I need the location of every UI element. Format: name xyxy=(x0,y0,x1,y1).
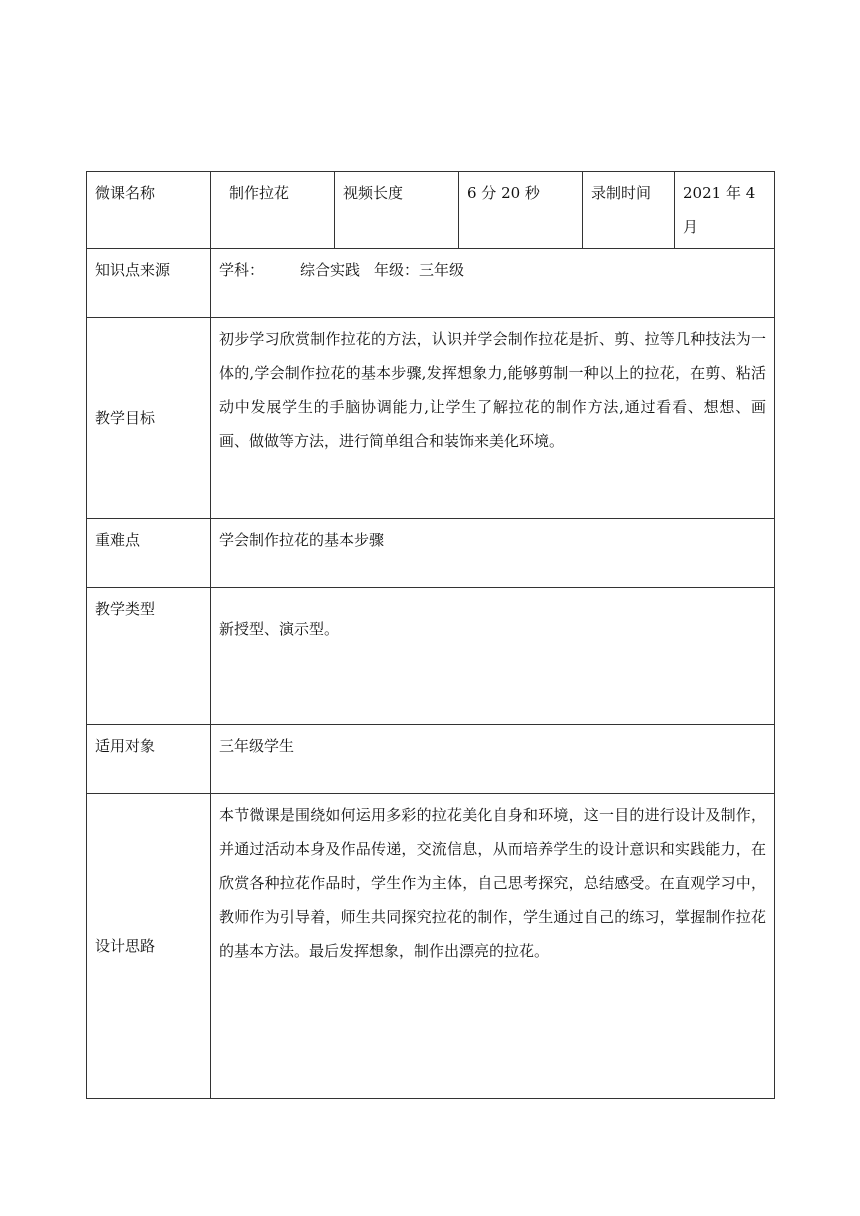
audience-row xyxy=(87,725,775,794)
teaching-type-row xyxy=(87,588,775,725)
teaching-type-cell xyxy=(211,588,775,725)
video-length-label: 视频长度 xyxy=(335,172,459,249)
source-label: 知识点来源 xyxy=(87,249,211,318)
audience-text: 三年级学生 xyxy=(211,725,775,794)
audience-label: 适用对象 xyxy=(87,725,211,794)
teaching-type-label: 教学类型 xyxy=(87,588,211,725)
grade-label: 年级： xyxy=(374,261,420,279)
goal-row xyxy=(87,318,775,519)
subject-label: 学科： xyxy=(219,261,265,279)
design-row xyxy=(87,794,775,1099)
design-text: 本节微课是围绕如何运用多彩的拉花美化自身和环境，这一目的进行设计及制作，并通过活动本身及作品传递，交流信息，从而培养学生的设计意识和实践能力，在欣赏各种拉花作品时，学生作为主体，自己思考探究，总结感受。在直观学习中，教师作为引导着，师生共同探究拉花的制作，学生通过自己的练习，掌握制作拉花的基本方法。最后发挥想象，制作出漂亮的拉花。 xyxy=(211,794,775,1099)
teaching-type-text: 新授型、演示型。 xyxy=(219,620,340,638)
subject-value: 综合实践 xyxy=(300,261,361,279)
micro-course-info-table xyxy=(86,171,775,1099)
video-length-value: 6 分 20 秒 xyxy=(459,172,583,249)
course-name-value: 制作拉花 xyxy=(211,172,335,249)
grade-value: 三年级 xyxy=(419,261,465,279)
record-time-label: 录制时间 xyxy=(583,172,675,249)
key-points-row xyxy=(87,519,775,588)
goal-label: 教学目标 xyxy=(87,318,211,519)
course-name-label: 微课名称 xyxy=(87,172,211,249)
design-label: 设计思路 xyxy=(87,794,211,1099)
source-content xyxy=(211,249,775,318)
record-time-value: 2021 年 4 月 xyxy=(675,172,775,249)
key-points-text: 学会制作拉花的基本步骤 xyxy=(211,519,775,588)
source-row xyxy=(87,249,775,318)
key-points-label: 重难点 xyxy=(87,519,211,588)
header-row xyxy=(87,172,775,249)
goal-text: 初步学习欣赏制作拉花的方法，认识并学会制作拉花是折、剪、拉等几种技法为一体的,学会制作拉花的基本步骤,发挥想象力,能够剪制一种以上的拉花，在剪、粘活动中发展学生的手脑协调能力,让学生了解拉花的制作方法,通过看看、想想、画画、做做等方法，进行简单组合和装饰来美化环境。 xyxy=(211,318,775,519)
